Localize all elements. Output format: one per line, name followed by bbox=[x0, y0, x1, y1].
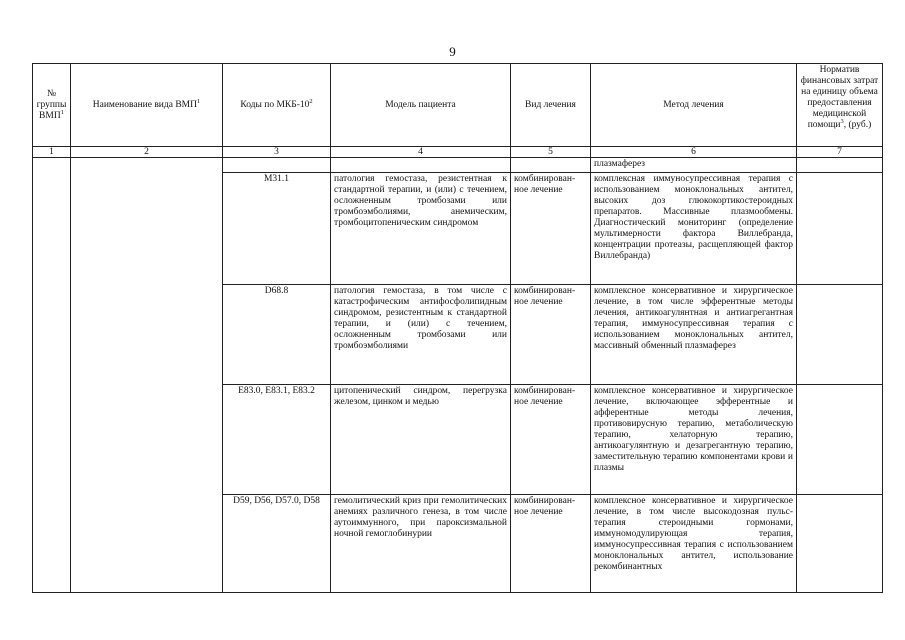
header-icd-codes: Коды по МКБ-$10^2$ bbox=[223, 64, 331, 147]
treatment-method-cell: плазмаферез bbox=[591, 158, 797, 173]
column-number: 7 bbox=[797, 147, 883, 158]
patient-model-cell: патология гемостаза, в том числе с катастрофическим антифосфолипидным синдромом, резистентным к стандартной терапии, и (или) с течением, осложненным тромбозами или тромбоэмболиями bbox=[331, 285, 511, 385]
column-number: 1 bbox=[33, 147, 71, 158]
group-number-cell bbox=[33, 158, 71, 593]
header-treatment-method: Метод лечения bbox=[591, 64, 797, 147]
column-number: 3 bbox=[223, 147, 331, 158]
treatment-type-cell bbox=[511, 158, 591, 173]
icd-code-cell bbox=[223, 158, 331, 173]
treatment-type-cell: комбинирован-ное лечение bbox=[511, 285, 591, 385]
vmp-name-cell bbox=[71, 158, 223, 593]
treatment-method-cell: комплексное консервативное и хирургическое лечение, в том числе эфферентные методы лечения, антикоагулянтная и антиагрегантная терапия, иммуносупрессивная терапия с использованием моноклональных антител, массивный обменный плазмаферез bbox=[591, 285, 797, 385]
cost-cell bbox=[797, 173, 883, 285]
icd-code-cell: D68.8 bbox=[223, 285, 331, 385]
icd-code-cell: M31.1 bbox=[223, 173, 331, 285]
treatment-method-cell: комплексное консервативное и хирургическое лечение, в том числе высокодозная пульс-терапия стероидными гормонами, иммуномодулирующая терапия, иммуносупрессивная терапия с использованием моноклональных антител, использование рекомбинантных bbox=[591, 495, 797, 593]
header-vmp-name: Наименование вида ВМП$^1$ bbox=[71, 64, 223, 147]
table-row bbox=[33, 158, 883, 173]
cost-cell bbox=[797, 385, 883, 495]
treatment-type-cell: комбинирован-ное лечение bbox=[511, 495, 591, 593]
column-number: 2 bbox=[71, 147, 223, 158]
cost-cell bbox=[797, 158, 883, 173]
cost-cell bbox=[797, 285, 883, 385]
header-patient-model: Модель пациента bbox=[331, 64, 511, 147]
patient-model-cell: патология гемостаза, резистентная к стандартной терапии, и (или) с течением, осложненным тромбозами или тромбоэмболиями, анемическим, тромбоцитопеническим синдромом bbox=[331, 173, 511, 285]
treatment-type-cell: комбинирован-ное лечение bbox=[511, 173, 591, 285]
header-cost-standard: Норматив финансовых затрат на единицу объема предоставления медицинской помощи$^3$, (руб.) bbox=[797, 64, 883, 147]
column-number: 5 bbox=[511, 147, 591, 158]
header-group-number: № группы ВМП$^1$ bbox=[33, 64, 71, 147]
cost-cell bbox=[797, 495, 883, 593]
header-treatment-type: Вид лечения bbox=[511, 64, 591, 147]
page-number: 9 bbox=[449, 44, 456, 59]
treatment-method-cell: комплексное консервативное и хирургическое лечение, включающее эфферентные и афферентные методы лечения, противовирусную терапию, метаболическую терапию, хелаторную терапию, антикоагулянтную и дезагрегантную терапию, заместительную терапию компонентами крови и плазмы bbox=[591, 385, 797, 495]
icd-code-cell: E83.0, E83.1, E83.2 bbox=[223, 385, 331, 495]
header-row bbox=[33, 64, 883, 147]
icd-code-cell: D59, D56, D57.0, D58 bbox=[223, 495, 331, 593]
vmp-table bbox=[32, 63, 883, 593]
treatment-method-cell: комплексная иммуносупрессивная терапия с использованием моноклональных антител, высоких доз глюкокортикостероидных препаратов. Массивные плазмообмены. Диагностический мониторинг (определение мультимерности фактора Виллебранда, концентрации протеазы, расщепляющей фактор Виллебранда) bbox=[591, 173, 797, 285]
column-number: 4 bbox=[331, 147, 511, 158]
patient-model-cell bbox=[331, 158, 511, 173]
patient-model-cell: цитопенический синдром, перегрузка железом, цинком и медью bbox=[331, 385, 511, 495]
column-number-row bbox=[33, 147, 883, 158]
treatment-type-cell: комбинирован-ное лечение bbox=[511, 385, 591, 495]
column-number: 6 bbox=[591, 147, 797, 158]
patient-model-cell: гемолитический криз при гемолитических анемиях различного генеза, в том числе аутоиммунного, при пароксизмальной ночной гемоглобинурии bbox=[331, 495, 511, 593]
